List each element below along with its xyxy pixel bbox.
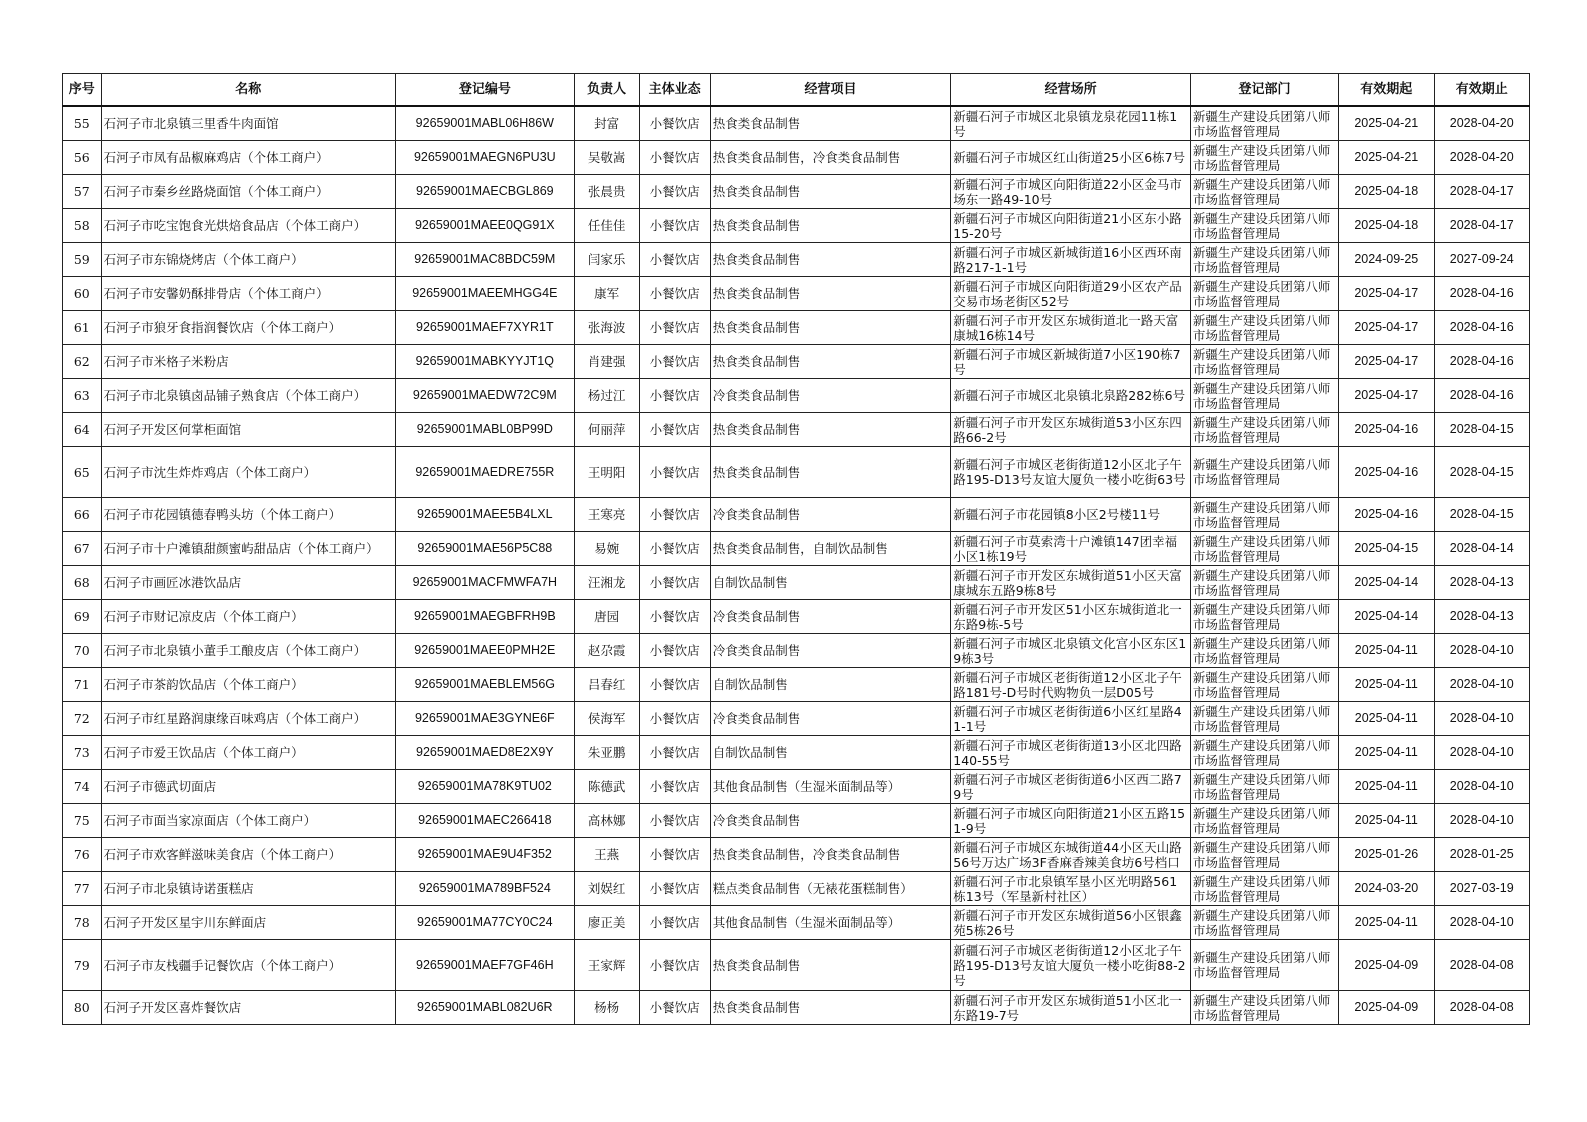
cell-code: 92659001MABL06H86W [395,106,574,141]
cell-name: 石河子市北泉镇三里香牛肉面馆 [101,106,395,141]
cell-place: 新疆石河子市城区老街街道6小区红星路41-1号 [951,702,1191,736]
cell-dept: 新疆生产建设兵团第八师市场监督管理局 [1190,209,1338,243]
cell-owner: 闫家乐 [574,243,639,277]
cell-code: 92659001MA789BF524 [395,872,574,906]
cell-type: 小餐饮店 [639,872,710,906]
cell-place: 新疆石河子市开发区东城街道51小区北一东路19-7号 [951,991,1191,1025]
cell-dept: 新疆生产建设兵团第八师市场监督管理局 [1190,634,1338,668]
header-end: 有效期止 [1434,74,1530,107]
cell-owner: 侯海军 [574,702,639,736]
cell-end: 2028-04-08 [1434,940,1530,991]
cell-type: 小餐饮店 [639,498,710,532]
cell-end: 2027-09-24 [1434,243,1530,277]
cell-owner: 吴敬嵩 [574,141,639,175]
cell-item: 热食类食品制售 [710,175,951,209]
cell-seq: 71 [63,668,102,702]
cell-item: 热食类食品制售 [710,345,951,379]
cell-owner: 康军 [574,277,639,311]
cell-place: 新疆石河子市城区北泉镇北泉路282栋6号 [951,379,1191,413]
header-row [63,74,1530,107]
cell-item: 热食类食品制售 [710,106,951,141]
table-row [63,243,1530,277]
cell-start: 2025-04-11 [1339,906,1434,940]
cell-seq: 57 [63,175,102,209]
cell-dept: 新疆生产建设兵团第八师市场监督管理局 [1190,277,1338,311]
cell-start: 2024-03-20 [1339,872,1434,906]
cell-item: 冷食类食品制售 [710,600,951,634]
cell-item: 热食类食品制售 [710,940,951,991]
cell-dept: 新疆生产建设兵团第八师市场监督管理局 [1190,566,1338,600]
cell-type: 小餐饮店 [639,413,710,447]
header-code: 登记编号 [395,74,574,107]
table-row [63,566,1530,600]
cell-type: 小餐饮店 [639,736,710,770]
cell-end: 2028-04-14 [1434,532,1530,566]
cell-end: 2028-04-10 [1434,702,1530,736]
cell-place: 新疆石河子市城区向阳街道21小区五路151-9号 [951,804,1191,838]
cell-start: 2025-04-16 [1339,498,1434,532]
cell-end: 2028-04-10 [1434,668,1530,702]
cell-name: 石河子市茶韵饮品店（个体工商户） [101,668,395,702]
cell-type: 小餐饮店 [639,447,710,498]
cell-end: 2028-04-15 [1434,447,1530,498]
cell-name: 石河子市沈生炸炸鸡店（个体工商户） [101,447,395,498]
cell-code: 92659001MAE3GYNE6F [395,702,574,736]
cell-dept: 新疆生产建设兵团第八师市场监督管理局 [1190,311,1338,345]
cell-start: 2025-04-17 [1339,345,1434,379]
cell-end: 2028-04-16 [1434,345,1530,379]
cell-place: 新疆石河子市城区东城街道44小区天山路56号万达广场3F香麻香辣美食坊6号档口 [951,838,1191,872]
cell-place: 新疆石河子市开发区东城街道56小区银鑫苑5栋26号 [951,906,1191,940]
cell-dept: 新疆生产建设兵团第八师市场监督管理局 [1190,770,1338,804]
cell-dept: 新疆生产建设兵团第八师市场监督管理局 [1190,838,1338,872]
cell-place: 新疆石河子市城区北泉镇文化宫小区东区19栋3号 [951,634,1191,668]
table-row [63,634,1530,668]
cell-dept: 新疆生产建设兵团第八师市场监督管理局 [1190,379,1338,413]
cell-seq: 59 [63,243,102,277]
cell-type: 小餐饮店 [639,311,710,345]
cell-name: 石河子市米格子米粉店 [101,345,395,379]
cell-owner: 赵尕霞 [574,634,639,668]
cell-dept: 新疆生产建设兵团第八师市场监督管理局 [1190,906,1338,940]
cell-owner: 陈德武 [574,770,639,804]
cell-code: 92659001MAEGBFRH9B [395,600,574,634]
cell-code: 92659001MAEF7GF46H [395,940,574,991]
cell-type: 小餐饮店 [639,600,710,634]
cell-place: 新疆石河子市城区向阳街道29小区农产品交易市场老街区52号 [951,277,1191,311]
cell-code: 92659001MA77CY0C24 [395,906,574,940]
cell-seq: 67 [63,532,102,566]
cell-code: 92659001MAE9U4F352 [395,838,574,872]
cell-type: 小餐饮店 [639,668,710,702]
cell-code: 92659001MABL0BP99D [395,413,574,447]
cell-start: 2024-09-25 [1339,243,1434,277]
cell-start: 2025-04-15 [1339,532,1434,566]
cell-start: 2025-04-14 [1339,566,1434,600]
cell-seq: 64 [63,413,102,447]
cell-seq: 79 [63,940,102,991]
table-row [63,991,1530,1025]
cell-end: 2028-04-10 [1434,634,1530,668]
cell-name: 石河子市十户滩镇甜颜蜜屿甜品店（个体工商户） [101,532,395,566]
cell-name: 石河子开发区星宇川东鲜面店 [101,906,395,940]
cell-seq: 78 [63,906,102,940]
cell-code: 92659001MAEDW72C9M [395,379,574,413]
cell-seq: 76 [63,838,102,872]
cell-place: 新疆石河子市城区新城街道7小区190栋7号 [951,345,1191,379]
header-seq: 序号 [63,74,102,107]
cell-item: 其他食品制售（生湿米面制品等） [710,770,951,804]
table-row [63,804,1530,838]
cell-name: 石河子市画匠冰港饮品店 [101,566,395,600]
cell-code: 92659001MAEF7XYR1T [395,311,574,345]
cell-end: 2028-04-10 [1434,736,1530,770]
cell-name: 石河子市欢客鲜滋味美食店（个体工商户） [101,838,395,872]
cell-end: 2028-04-13 [1434,600,1530,634]
cell-start: 2025-04-11 [1339,770,1434,804]
cell-item: 热食类食品制售，冷食类食品制售 [710,838,951,872]
cell-type: 小餐饮店 [639,345,710,379]
table-row [63,736,1530,770]
cell-owner: 张海波 [574,311,639,345]
cell-type: 小餐饮店 [639,141,710,175]
cell-place: 新疆石河子市城区老街街道12小区北子午路195-D13号友谊大厦负一楼小吃街88-2号 [951,940,1191,991]
cell-item: 热食类食品制售，自制饮品制售 [710,532,951,566]
cell-dept: 新疆生产建设兵团第八师市场监督管理局 [1190,345,1338,379]
table-row [63,770,1530,804]
registration-table [62,73,1530,1025]
cell-name: 石河子市爱王饮品店（个体工商户） [101,736,395,770]
cell-place: 新疆石河子市城区老街街道6小区西二路79号 [951,770,1191,804]
cell-item: 冷食类食品制售 [710,379,951,413]
cell-name: 石河子市友栈疆手记餐饮店（个体工商户） [101,940,395,991]
cell-type: 小餐饮店 [639,532,710,566]
cell-item: 其他食品制售（生湿米面制品等） [710,906,951,940]
cell-item: 热食类食品制售 [710,277,951,311]
cell-type: 小餐饮店 [639,804,710,838]
cell-place: 新疆石河子市北泉镇军垦小区光明路561栋13号（军垦新村社区） [951,872,1191,906]
cell-seq: 63 [63,379,102,413]
cell-code: 92659001MAEBLEM56G [395,668,574,702]
cell-item: 热食类食品制售 [710,243,951,277]
cell-place: 新疆石河子市花园镇8小区2号楼11号 [951,498,1191,532]
cell-place: 新疆石河子市城区向阳街道22小区金马市场东一路49-10号 [951,175,1191,209]
cell-seq: 65 [63,447,102,498]
cell-dept: 新疆生产建设兵团第八师市场监督管理局 [1190,175,1338,209]
cell-code: 92659001MACFMWFA7H [395,566,574,600]
cell-dept: 新疆生产建设兵团第八师市场监督管理局 [1190,447,1338,498]
cell-end: 2028-04-20 [1434,141,1530,175]
cell-owner: 任佳佳 [574,209,639,243]
cell-code: 92659001MAEE0PMH2E [395,634,574,668]
cell-type: 小餐饮店 [639,277,710,311]
cell-start: 2025-04-11 [1339,736,1434,770]
cell-code: 92659001MAEE0QG91X [395,209,574,243]
table-row [63,838,1530,872]
cell-seq: 75 [63,804,102,838]
cell-place: 新疆石河子市城区老街街道12小区北子午路181号-D号时代购物负一层D05号 [951,668,1191,702]
cell-name: 石河子开发区喜炸餐饮店 [101,991,395,1025]
cell-end: 2027-03-19 [1434,872,1530,906]
cell-start: 2025-04-11 [1339,668,1434,702]
cell-code: 92659001MABKYYJT1Q [395,345,574,379]
cell-item: 冷食类食品制售 [710,702,951,736]
cell-end: 2028-04-17 [1434,209,1530,243]
cell-code: 92659001MAECBGL869 [395,175,574,209]
cell-place: 新疆石河子市城区北泉镇龙泉花园11栋1号 [951,106,1191,141]
cell-code: 92659001MAEEMHGG4E [395,277,574,311]
cell-end: 2028-04-16 [1434,277,1530,311]
table-row [63,498,1530,532]
cell-dept: 新疆生产建设兵团第八师市场监督管理局 [1190,940,1338,991]
cell-name: 石河子市花园镇德春鸭头坊（个体工商户） [101,498,395,532]
cell-place: 新疆石河子市城区红山街道25小区6栋7号 [951,141,1191,175]
cell-code: 92659001MABL082U6R [395,991,574,1025]
cell-name: 石河子市德武切面店 [101,770,395,804]
cell-item: 热食类食品制售，冷食类食品制售 [710,141,951,175]
cell-type: 小餐饮店 [639,175,710,209]
cell-code: 92659001MAEC266418 [395,804,574,838]
cell-item: 冷食类食品制售 [710,804,951,838]
cell-owner: 王寒亮 [574,498,639,532]
cell-seq: 61 [63,311,102,345]
cell-dept: 新疆生产建设兵团第八师市场监督管理局 [1190,804,1338,838]
cell-type: 小餐饮店 [639,566,710,600]
cell-end: 2028-04-10 [1434,906,1530,940]
cell-item: 冷食类食品制售 [710,634,951,668]
cell-start: 2025-04-17 [1339,379,1434,413]
cell-place: 新疆石河子市城区新城街道16小区西环南路217-1-1号 [951,243,1191,277]
cell-end: 2028-04-13 [1434,566,1530,600]
cell-dept: 新疆生产建设兵团第八师市场监督管理局 [1190,736,1338,770]
cell-owner: 王明阳 [574,447,639,498]
cell-owner: 吕春红 [574,668,639,702]
table-row [63,277,1530,311]
cell-start: 2025-04-18 [1339,175,1434,209]
cell-dept: 新疆生产建设兵团第八师市场监督管理局 [1190,413,1338,447]
cell-dept: 新疆生产建设兵团第八师市场监督管理局 [1190,243,1338,277]
cell-name: 石河子市凤有品椒麻鸡店（个体工商户） [101,141,395,175]
cell-start: 2025-04-21 [1339,106,1434,141]
cell-code: 92659001MAED8E2X9Y [395,736,574,770]
cell-seq: 62 [63,345,102,379]
table-row [63,702,1530,736]
cell-type: 小餐饮店 [639,106,710,141]
cell-owner: 何丽萍 [574,413,639,447]
table-row [63,668,1530,702]
cell-seq: 58 [63,209,102,243]
cell-seq: 80 [63,991,102,1025]
cell-name: 石河子市北泉镇诗诺蛋糕店 [101,872,395,906]
cell-item: 冷食类食品制售 [710,498,951,532]
cell-owner: 高林娜 [574,804,639,838]
table-row [63,175,1530,209]
header-type: 主体业态 [639,74,710,107]
cell-type: 小餐饮店 [639,838,710,872]
cell-owner: 汪湘龙 [574,566,639,600]
cell-start: 2025-04-18 [1339,209,1434,243]
cell-name: 石河子市财记凉皮店（个体工商户） [101,600,395,634]
cell-owner: 肖建强 [574,345,639,379]
cell-item: 热食类食品制售 [710,413,951,447]
table-body [63,106,1530,1025]
cell-seq: 55 [63,106,102,141]
header-start: 有效期起 [1339,74,1434,107]
cell-seq: 74 [63,770,102,804]
cell-code: 92659001MAEE5B4LXL [395,498,574,532]
cell-dept: 新疆生产建设兵团第八师市场监督管理局 [1190,668,1338,702]
cell-place: 新疆石河子市城区老街街道13小区北四路140-55号 [951,736,1191,770]
cell-code: 92659001MAC8BDC59M [395,243,574,277]
cell-dept: 新疆生产建设兵团第八师市场监督管理局 [1190,991,1338,1025]
cell-name: 石河子市北泉镇小董手工酿皮店（个体工商户） [101,634,395,668]
cell-seq: 60 [63,277,102,311]
cell-seq: 77 [63,872,102,906]
cell-owner: 廖正美 [574,906,639,940]
header-place: 经营场所 [951,74,1191,107]
cell-end: 2028-01-25 [1434,838,1530,872]
cell-item: 热食类食品制售 [710,447,951,498]
table-row [63,379,1530,413]
cell-code: 92659001MAEGN6PU3U [395,141,574,175]
table-row [63,106,1530,141]
cell-seq: 73 [63,736,102,770]
cell-name: 石河子市面当家凉面店（个体工商户） [101,804,395,838]
table-row [63,413,1530,447]
cell-dept: 新疆生产建设兵团第八师市场监督管理局 [1190,600,1338,634]
cell-item: 热食类食品制售 [710,991,951,1025]
cell-type: 小餐饮店 [639,906,710,940]
cell-seq: 56 [63,141,102,175]
cell-type: 小餐饮店 [639,379,710,413]
cell-place: 新疆石河子市城区老街街道12小区北子午路195-D13号友谊大厦负一楼小吃街63号 [951,447,1191,498]
cell-name: 石河子开发区何掌柜面馆 [101,413,395,447]
cell-end: 2028-04-16 [1434,311,1530,345]
cell-seq: 70 [63,634,102,668]
cell-owner: 王燕 [574,838,639,872]
table-row [63,311,1530,345]
cell-start: 2025-04-17 [1339,311,1434,345]
cell-name: 石河子市东锦烧烤店（个体工商户） [101,243,395,277]
cell-place: 新疆石河子市莫索湾十户滩镇147团幸福小区1栋19号 [951,532,1191,566]
table-row [63,872,1530,906]
cell-seq: 72 [63,702,102,736]
cell-end: 2028-04-16 [1434,379,1530,413]
cell-type: 小餐饮店 [639,634,710,668]
table-row [63,141,1530,175]
cell-code: 92659001MAEDRE755R [395,447,574,498]
cell-owner: 张晨贵 [574,175,639,209]
cell-owner: 杨杨 [574,991,639,1025]
cell-start: 2025-04-14 [1339,600,1434,634]
header-name: 名称 [101,74,395,107]
cell-end: 2028-04-15 [1434,413,1530,447]
cell-end: 2028-04-10 [1434,804,1530,838]
cell-start: 2025-04-21 [1339,141,1434,175]
header-dept: 登记部门 [1190,74,1338,107]
cell-type: 小餐饮店 [639,243,710,277]
table-row [63,209,1530,243]
table-row [63,940,1530,991]
cell-seq: 68 [63,566,102,600]
table-row [63,906,1530,940]
cell-place: 新疆石河子市开发区东城街道51小区天富康城东五路9栋8号 [951,566,1191,600]
cell-type: 小餐饮店 [639,702,710,736]
cell-item: 自制饮品制售 [710,566,951,600]
cell-dept: 新疆生产建设兵团第八师市场监督管理局 [1190,106,1338,141]
cell-end: 2028-04-10 [1434,770,1530,804]
cell-seq: 66 [63,498,102,532]
cell-type: 小餐饮店 [639,991,710,1025]
cell-start: 2025-04-11 [1339,702,1434,736]
cell-item: 糕点类食品制售（无裱花蛋糕制售） [710,872,951,906]
cell-item: 自制饮品制售 [710,668,951,702]
cell-name: 石河子市北泉镇卤品铺子熟食店（个体工商户） [101,379,395,413]
cell-owner: 王家辉 [574,940,639,991]
cell-end: 2028-04-17 [1434,175,1530,209]
header-item: 经营项目 [710,74,951,107]
cell-owner: 杨过江 [574,379,639,413]
cell-start: 2025-04-17 [1339,277,1434,311]
cell-place: 新疆石河子市开发区51小区东城街道北一东路9栋-5号 [951,600,1191,634]
cell-owner: 封富 [574,106,639,141]
cell-start: 2025-04-16 [1339,447,1434,498]
cell-start: 2025-04-09 [1339,991,1434,1025]
cell-end: 2028-04-15 [1434,498,1530,532]
cell-name: 石河子市狼牙食指润餐饮店（个体工商户） [101,311,395,345]
cell-place: 新疆石河子市城区向阳街道21小区东小路15-20号 [951,209,1191,243]
header-owner: 负责人 [574,74,639,107]
cell-item: 热食类食品制售 [710,209,951,243]
table-row [63,447,1530,498]
cell-dept: 新疆生产建设兵团第八师市场监督管理局 [1190,498,1338,532]
table-row [63,532,1530,566]
cell-code: 92659001MAE56P5C88 [395,532,574,566]
cell-name: 石河子市吃宝饱食光烘焙食品店（个体工商户） [101,209,395,243]
cell-start: 2025-01-26 [1339,838,1434,872]
cell-type: 小餐饮店 [639,940,710,991]
table-row [63,600,1530,634]
cell-type: 小餐饮店 [639,209,710,243]
cell-item: 自制饮品制售 [710,736,951,770]
cell-start: 2025-04-16 [1339,413,1434,447]
cell-type: 小餐饮店 [639,770,710,804]
cell-owner: 刘娱红 [574,872,639,906]
cell-dept: 新疆生产建设兵团第八师市场监督管理局 [1190,532,1338,566]
cell-place: 新疆石河子市开发区东城街道北一路天富康城16栋14号 [951,311,1191,345]
cell-name: 石河子市红星路润康缘百味鸡店（个体工商户） [101,702,395,736]
cell-name: 石河子市秦乡丝路烧面馆（个体工商户） [101,175,395,209]
cell-code: 92659001MA78K9TU02 [395,770,574,804]
table-row [63,345,1530,379]
cell-owner: 易婉 [574,532,639,566]
cell-place: 新疆石河子市开发区东城街道53小区东四路66-2号 [951,413,1191,447]
cell-owner: 唐园 [574,600,639,634]
cell-start: 2025-04-11 [1339,804,1434,838]
cell-owner: 朱亚鹏 [574,736,639,770]
cell-name: 石河子市安馨奶酥排骨店（个体工商户） [101,277,395,311]
cell-start: 2025-04-09 [1339,940,1434,991]
cell-seq: 69 [63,600,102,634]
cell-dept: 新疆生产建设兵团第八师市场监督管理局 [1190,702,1338,736]
cell-end: 2028-04-08 [1434,991,1530,1025]
cell-start: 2025-04-11 [1339,634,1434,668]
cell-dept: 新疆生产建设兵团第八师市场监督管理局 [1190,141,1338,175]
cell-dept: 新疆生产建设兵团第八师市场监督管理局 [1190,872,1338,906]
cell-end: 2028-04-20 [1434,106,1530,141]
cell-item: 热食类食品制售 [710,311,951,345]
